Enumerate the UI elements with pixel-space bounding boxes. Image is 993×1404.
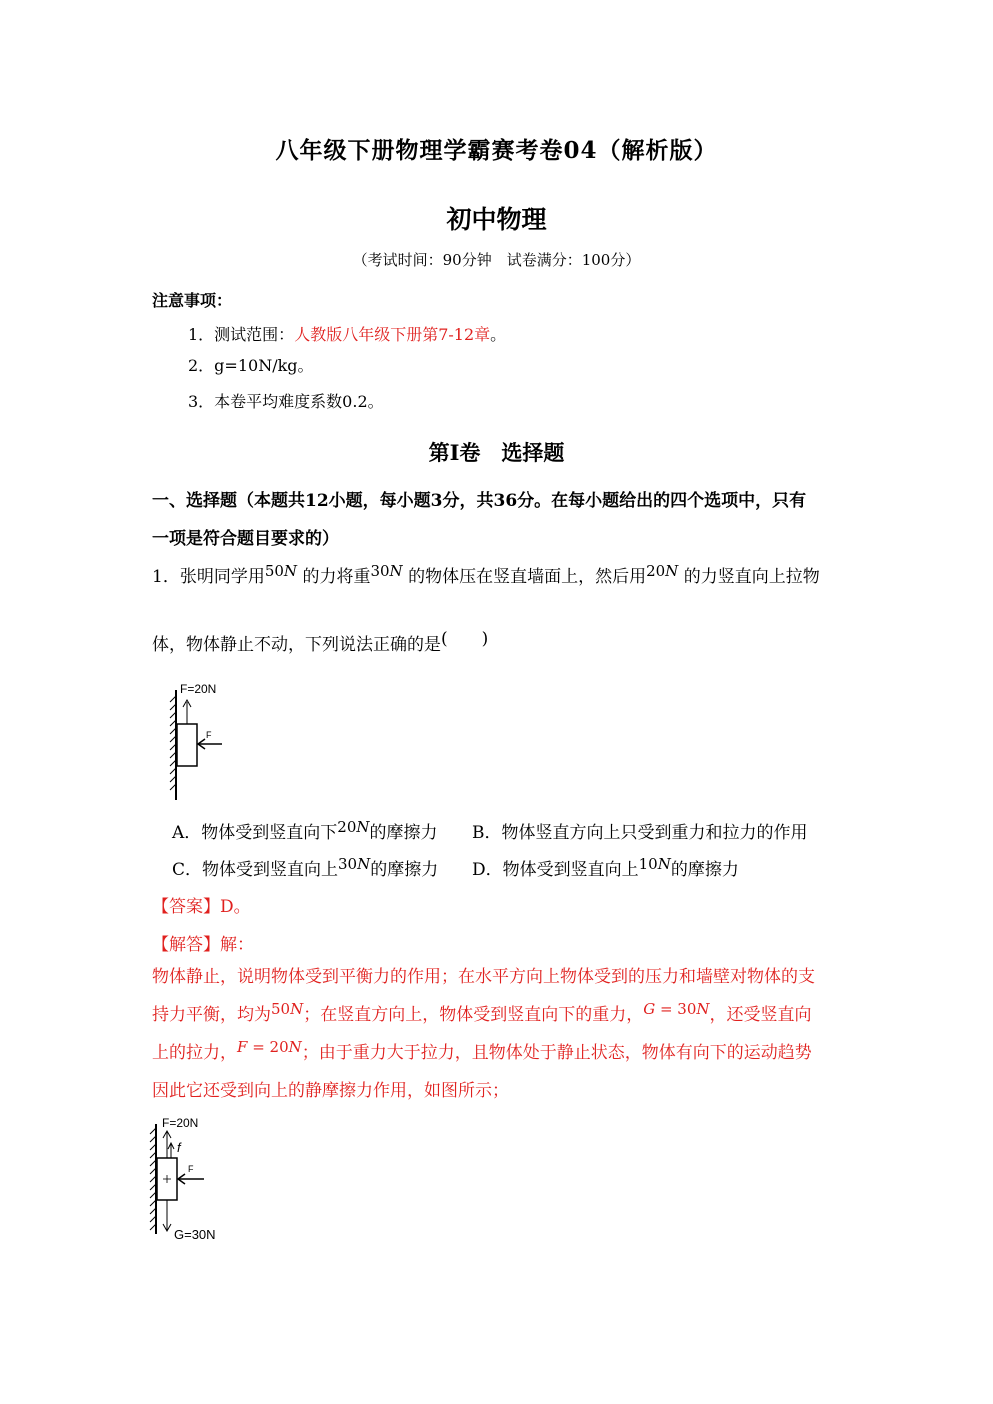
option-b: B．物体竖直方向上只受到重力和拉力的作用	[472, 823, 808, 843]
note-item-2: 2．g=10N/kg。	[188, 356, 314, 375]
q1-text-d: 的力竖直向上拉物	[683, 567, 820, 587]
solution-eq-g	[643, 1000, 709, 1018]
q1-weight-30-unit: N	[389, 562, 403, 580]
solution-line-3	[152, 1034, 847, 1072]
part-heading	[152, 482, 847, 558]
q1-text-a: 1．张明同学用	[152, 567, 265, 587]
note-item-1	[188, 322, 506, 345]
q1-text-b: 的力将重	[302, 567, 371, 587]
exam-info: （考试时间：90分钟 试卷满分：100分）	[352, 251, 641, 269]
option-d-prefix: D．物体受到竖直向上	[472, 860, 639, 880]
answer-value: D。	[220, 897, 251, 917]
solution-eq-g-unit: N	[696, 1000, 710, 1018]
solution-eq-g-var: G	[643, 1000, 656, 1018]
question-1-figure	[160, 678, 250, 803]
gravity-label: G=30N	[174, 1227, 216, 1242]
solution-line-3-a: 上的拉力，	[152, 1043, 237, 1063]
option-c-value	[338, 855, 370, 873]
option-d-unit: N	[657, 855, 671, 873]
part-heading-line-2: 一项是符合题目要求的）	[152, 529, 339, 549]
solution-line-2-a: 持力平衡，均为	[152, 1005, 271, 1025]
figure-top-label: F=20N	[180, 682, 217, 696]
solution-line-4: 因此它还受到向上的静摩擦力作用，如图所示；	[152, 1081, 509, 1101]
option-a	[172, 818, 438, 843]
solution-line-3-b: ；由于重力大于拉力，且物体处于静止状态，物体有向下的运动趋势	[301, 1043, 812, 1063]
document-subtitle: 初中物理	[446, 205, 547, 234]
document-title: 八年级下册物理学霸赛考卷04（解析版）	[275, 137, 718, 164]
solution-eq-f	[237, 1038, 302, 1056]
option-d	[472, 855, 739, 880]
solution-eq-f-var: F	[237, 1038, 248, 1056]
note-item-1-suffix: 。	[490, 325, 507, 344]
notes-heading: 注意事项：	[152, 291, 233, 310]
solution-force-50	[271, 1000, 303, 1018]
q1-pull-20-num: 20	[646, 562, 666, 580]
part-heading-line-1: 一、选择题（本题共12小题，每小题3分，共36分。在每小题给出的四个选项中，只有	[152, 491, 807, 511]
solution-line-2-c: ，还受竖直向	[709, 1005, 812, 1025]
q1-weight-30-num: 30	[370, 562, 390, 580]
q1-text-c: 的物体压在竖直墙面上，然后用	[408, 567, 647, 587]
solution-label: 【解答】	[152, 935, 220, 955]
option-c-suffix: 的摩擦力	[370, 860, 439, 880]
figure-force-label: F	[206, 730, 212, 740]
option-a-num: 20	[337, 818, 357, 836]
solution-eq-g-rest: = 30	[655, 1000, 697, 1018]
q1-force-50-unit: N	[283, 562, 298, 580]
solution-line-2-b: ；在竖直方向上，物体受到竖直向下的重力，	[303, 1005, 644, 1025]
answer-line	[152, 892, 251, 917]
option-a-unit: N	[356, 818, 370, 836]
q1-force-50	[265, 562, 297, 580]
q1-pull-20-unit: N	[665, 562, 679, 580]
solution-eq-f-rest: = 20	[247, 1038, 289, 1056]
option-c	[172, 855, 438, 880]
friction-label: f	[177, 1140, 181, 1155]
solution-eq-f-unit: N	[288, 1038, 302, 1056]
q1-force-50-num: 50	[264, 562, 284, 580]
q1-text-e: 体，物体静止不动，下列说法正确的是	[152, 635, 441, 655]
solution-top-label: F=20N	[162, 1116, 199, 1130]
solution-figure	[146, 1112, 246, 1247]
section-title: 第Ⅰ卷 选择题	[428, 440, 565, 465]
option-a-value	[337, 818, 369, 836]
solution-body	[152, 958, 847, 1110]
option-c-prefix: C．物体受到竖直向上	[172, 860, 339, 880]
note-item-1-scope: 人教版八年级下册第7-12章	[294, 325, 491, 344]
note-item-1-prefix: 1．测试范围：	[188, 325, 295, 344]
solution-line-2	[152, 996, 847, 1034]
answer-label: 【答案】	[152, 897, 220, 917]
solution-heading	[152, 930, 254, 955]
q1-answer-paren: ( )	[441, 629, 489, 649]
option-a-prefix: A．物体受到竖直向下	[172, 823, 338, 843]
option-a-suffix: 的摩擦力	[369, 823, 438, 843]
solution-force-50-unit: N	[290, 1000, 304, 1018]
solution-force-50-num: 50	[271, 1000, 291, 1018]
option-c-unit: N	[357, 855, 371, 873]
solution-force-label: F	[188, 1164, 194, 1174]
option-d-suffix: 的摩擦力	[670, 860, 739, 880]
solution-line-1: 物体静止，说明物体受到平衡力的作用；在水平方向上物体受到的压力和墙壁对物体的支	[152, 967, 815, 987]
solution-intro: 解：	[220, 935, 254, 955]
option-c-num: 30	[338, 855, 358, 873]
note-item-3: 3．本卷平均难度系数0.2。	[188, 392, 384, 411]
option-d-value	[639, 855, 671, 873]
option-d-num: 10	[638, 855, 658, 873]
question-1-line-1	[152, 558, 847, 596]
question-1-line-2	[152, 626, 847, 664]
q1-pull-20	[646, 562, 678, 580]
q1-weight-30	[370, 562, 402, 580]
block	[177, 724, 197, 766]
